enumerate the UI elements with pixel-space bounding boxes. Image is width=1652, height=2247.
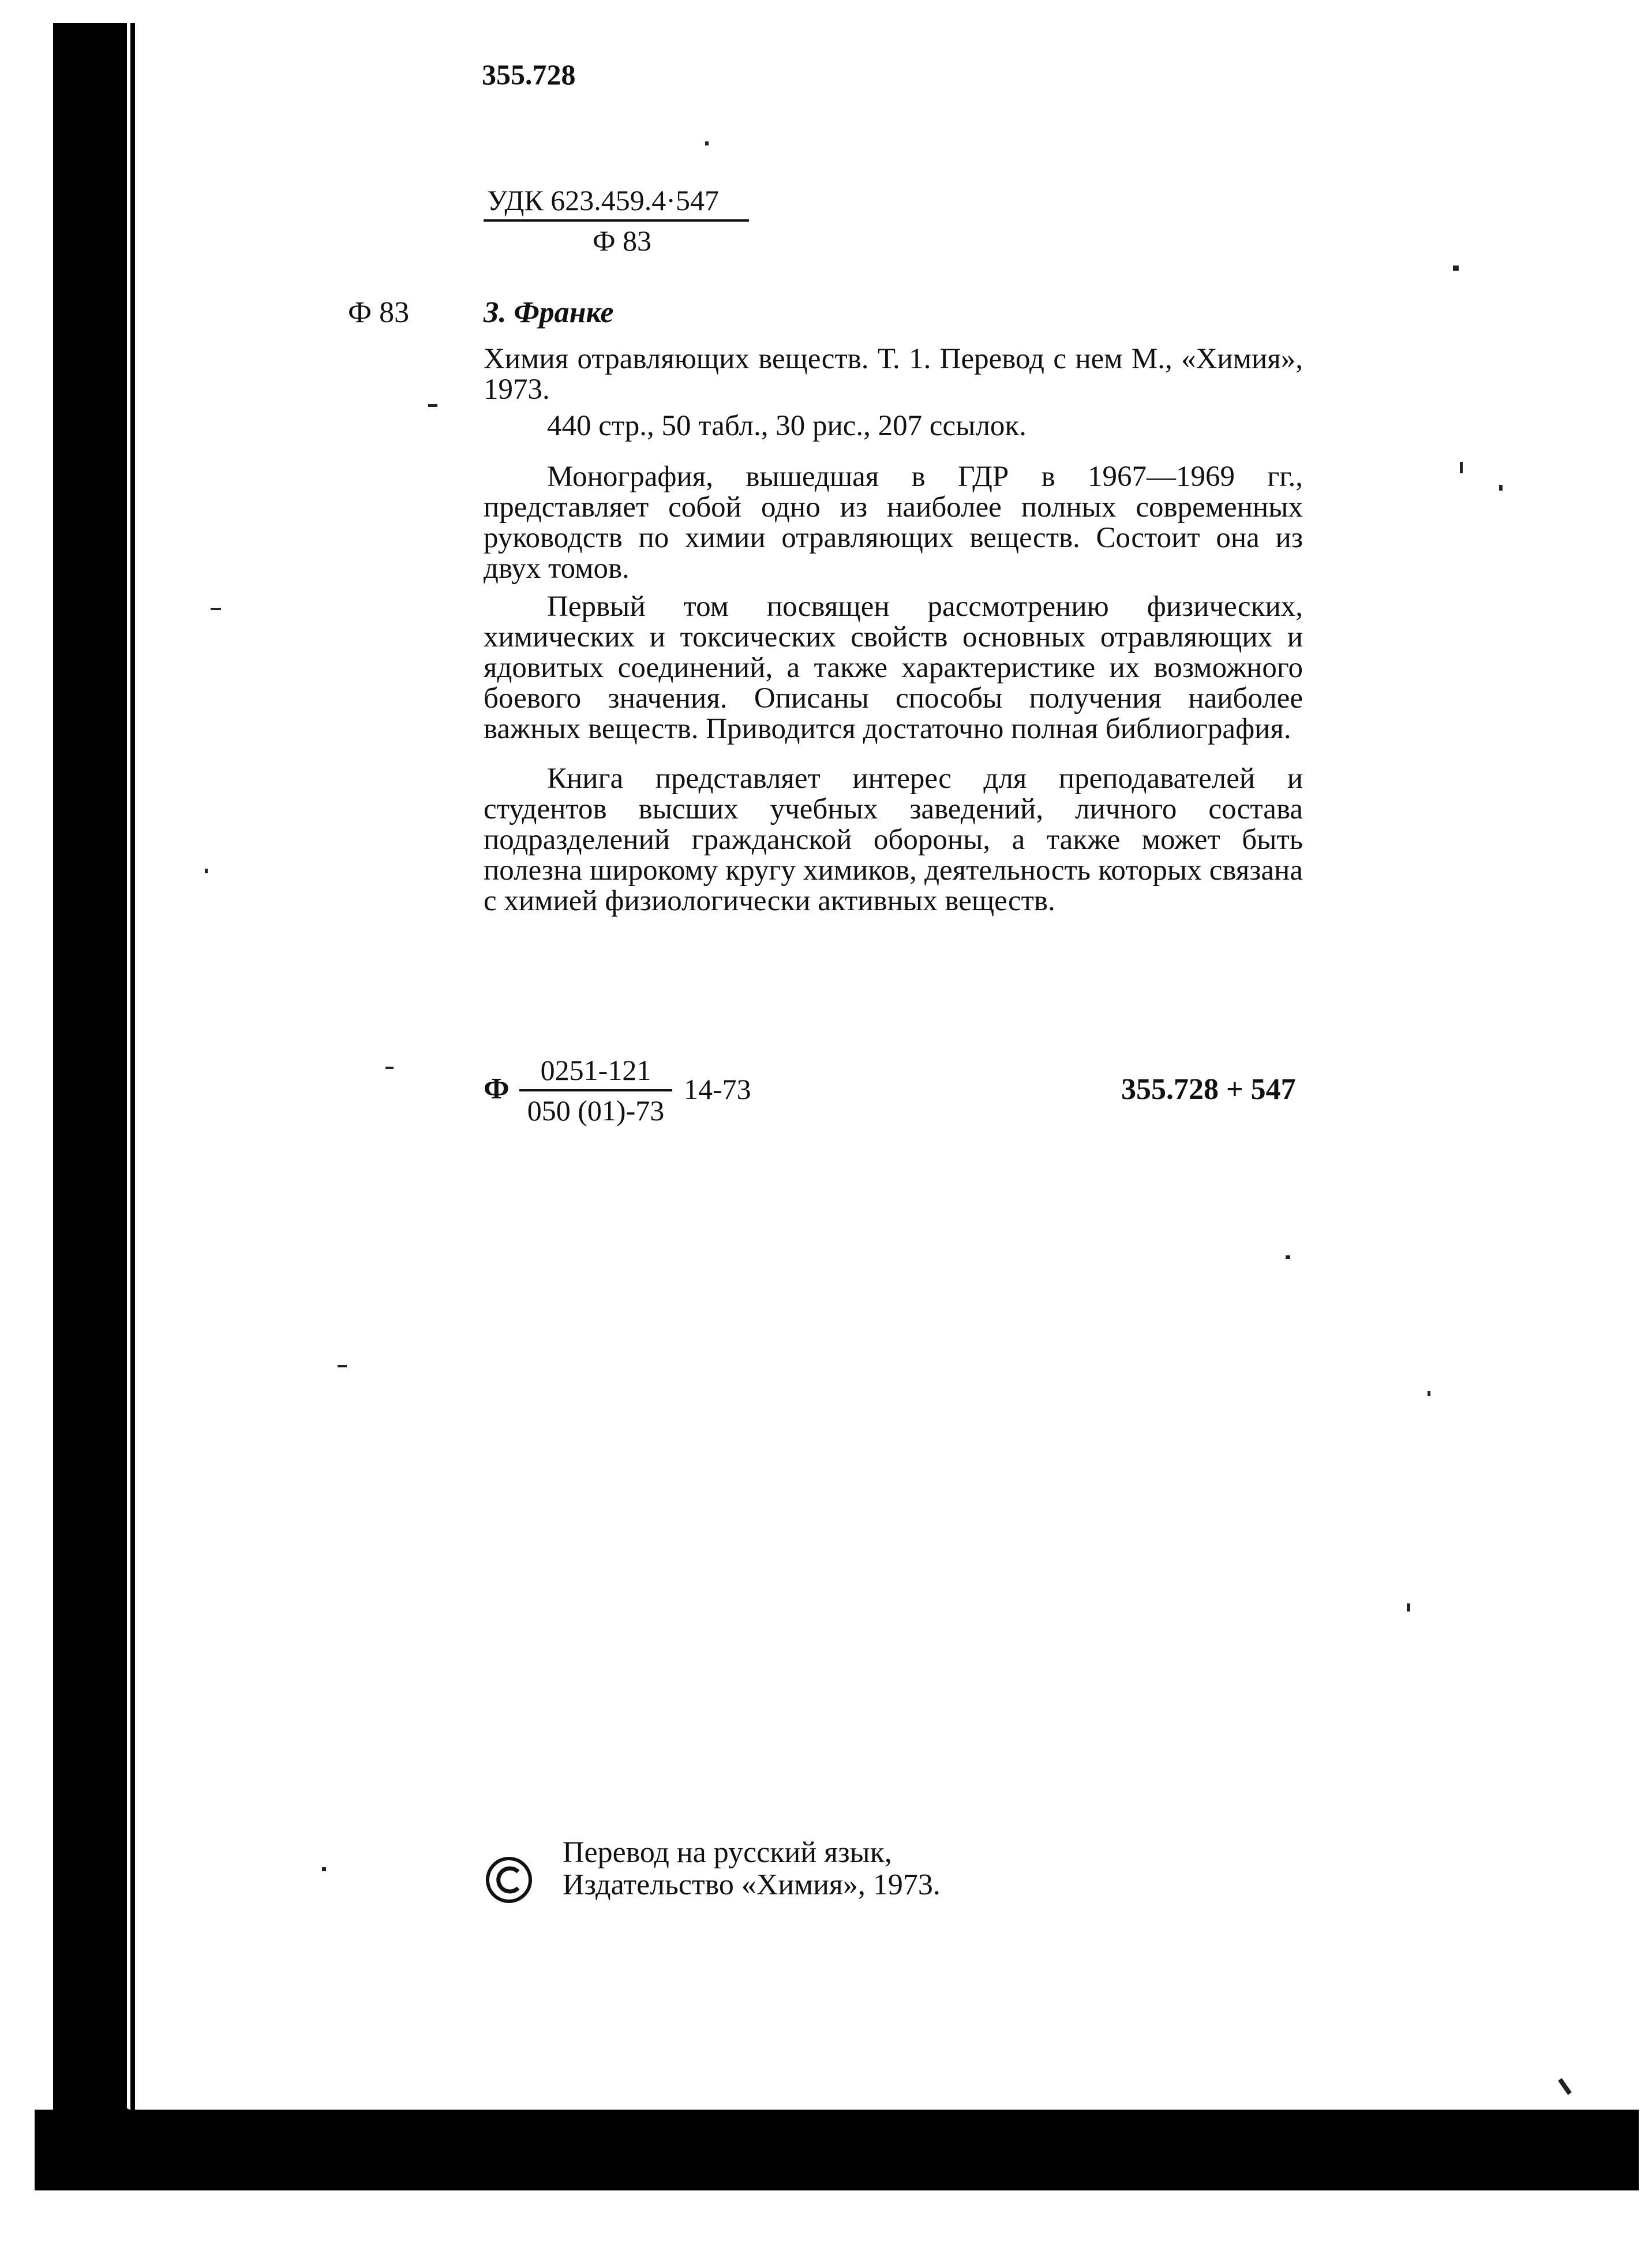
udk-block: [484, 184, 749, 257]
scan-edge-left: [53, 23, 127, 2190]
copyright-line-1: Перевод на русский язык,: [563, 1836, 892, 1869]
scan-speck: [322, 1867, 326, 1871]
imprint-numerator: 0251-121: [540, 1054, 651, 1086]
scan-speck: [1286, 1255, 1290, 1259]
classification-bottom: 355.728 + 547: [1121, 1073, 1296, 1106]
abstract-paragraph: Монография, вышедшая в ГДР в 1967—1969 гг., представляет собой одно из наиболее полных современных руководств по химии отравляющих веществ. Состоит она из двух томов.: [484, 461, 1303, 585]
copyright-icon: [485, 1856, 533, 1904]
imprint-fraction-line: [519, 1089, 672, 1091]
abstract-paragraph: Первый том посвящен рассмотрению физических, химических и токсических свойств основных отравляющих и ядовитых соединений, а также характеристике их возможного боевого значения. Описаны способы получения наиболее важных веществ. Приводится достаточно полная библиография.: [484, 590, 1303, 745]
scan-speck: [1428, 1391, 1430, 1396]
scan-speck: [1499, 485, 1503, 491]
imprint-fraction: [519, 1053, 672, 1127]
scan-speck: [211, 608, 221, 610]
scan-speck: [385, 1067, 394, 1069]
scan-speck: [1453, 266, 1459, 271]
extent-line: 440 стр., 50 табл., 30 рис., 207 ссылок.: [547, 410, 1027, 442]
author: З. Франке: [484, 296, 614, 329]
imprint-denominator: 050 (01)-73: [527, 1094, 665, 1127]
title-line: Химия отравляющих веществ. Т. 1. Перевод с нем М., «Химия», 1973.: [484, 343, 1303, 406]
scan-speck: [1460, 462, 1463, 473]
udk-denominator: Ф 83: [592, 225, 651, 257]
udk-numerator: УДК 623.459.4·547: [487, 184, 719, 216]
scan-speck: [428, 404, 437, 407]
imprint-prefix: Ф: [484, 1072, 510, 1105]
scan-speck: [1407, 1603, 1410, 1612]
card-code: Ф 83: [348, 296, 410, 329]
abstract-paragraph: Книга представляет интерес для преподавателей и студентов высших учебных заведений, личного состава подразделений гражданской обороны, а также может быть полезна широкому кругу химиков, деятельность которых связана с химией физиологически активных веществ.: [484, 762, 1303, 917]
scan-speck: [705, 141, 709, 145]
classification-top: 355.728: [482, 58, 576, 91]
copyright-line-2: Издательство «Химия», 1973.: [563, 1868, 941, 1901]
imprint-suffix: 14-73: [684, 1073, 751, 1105]
scan-edge-bottom: [35, 2110, 1639, 2190]
scan-speck: [205, 869, 208, 873]
scan-speck: [338, 1365, 347, 1367]
udk-fraction-line: [484, 219, 749, 222]
scan-edge-line: [130, 23, 135, 2130]
